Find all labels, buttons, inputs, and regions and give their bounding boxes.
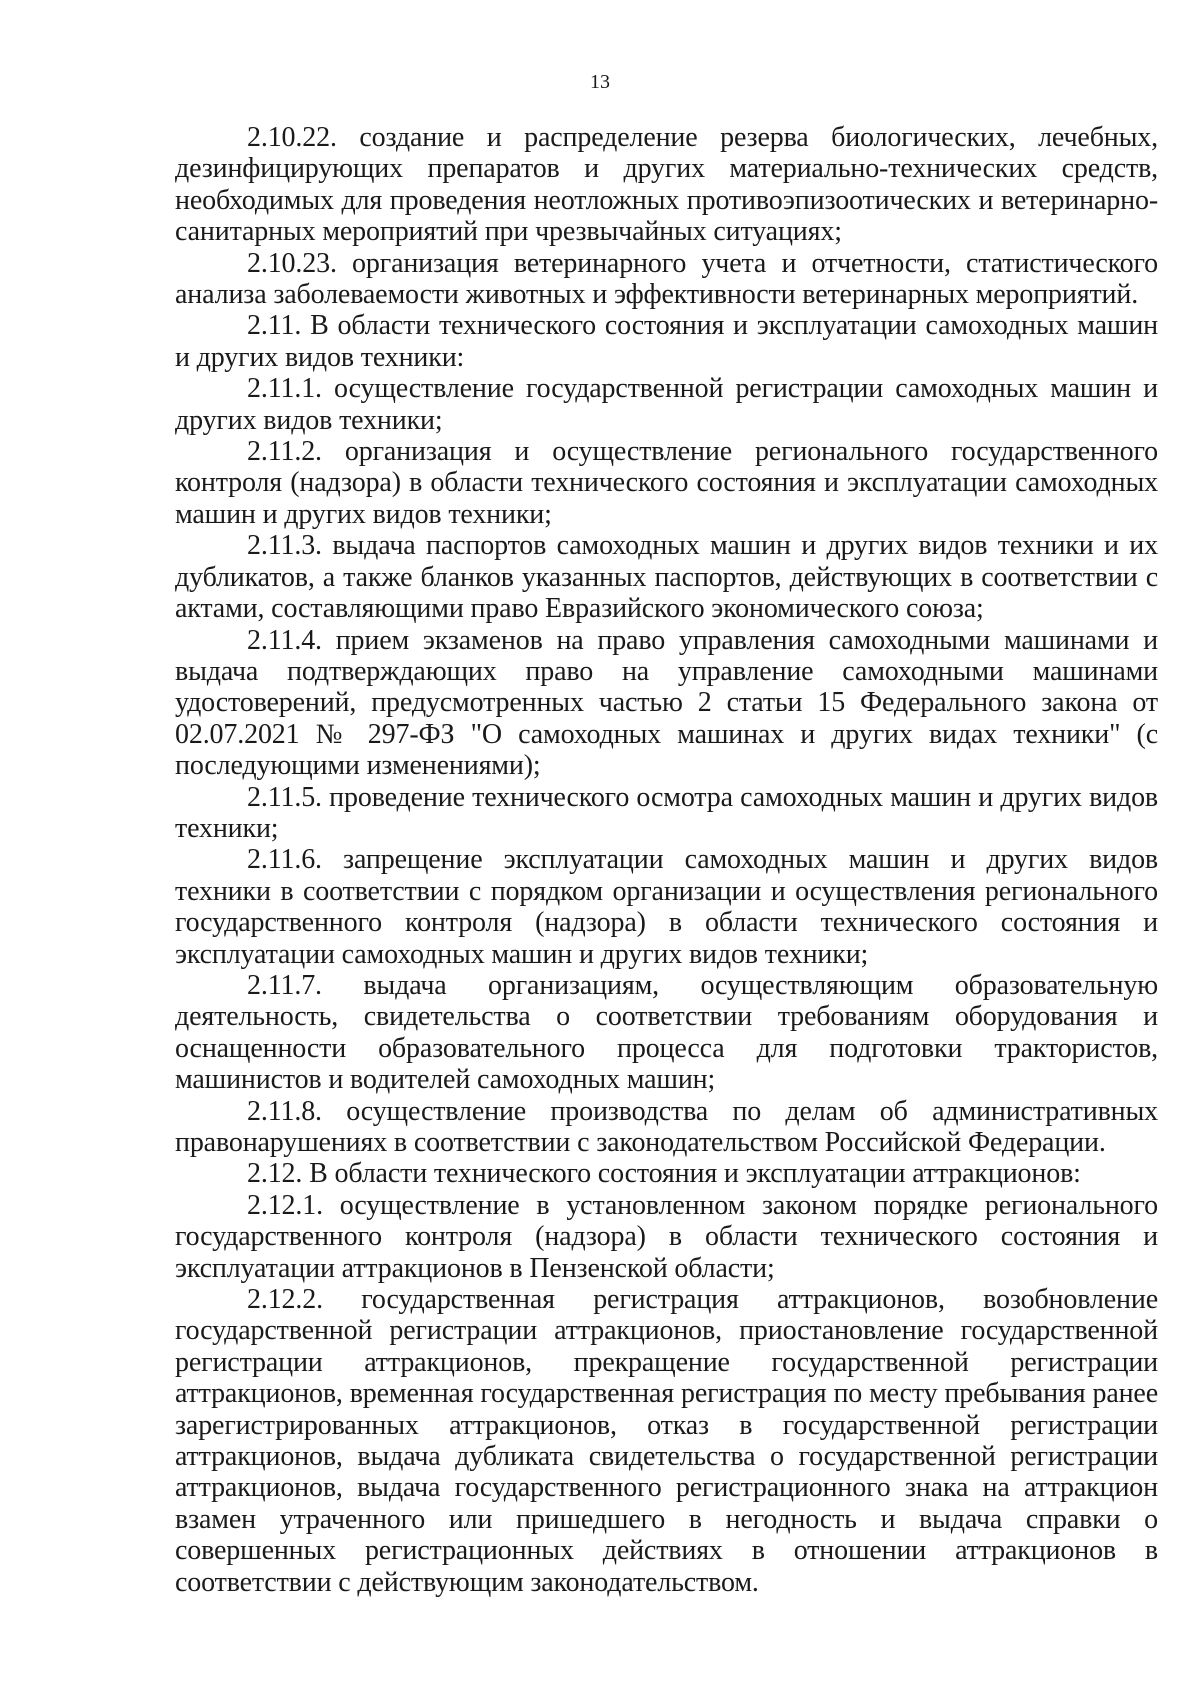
document-body (175, 122, 1158, 1598)
paragraph-2-11-6: 2.11.6. запрещение эксплуатации самоходных машин и других видов техники в соответствии с порядком организации и осуществления регионального государственного контроля (надзора) в области технического состояния и эксплуатации самоходных машин и других видов техники; (175, 844, 1158, 970)
page-number: 13 (590, 71, 610, 93)
paragraph-2-12-1: 2.12.1. осуществление в установленном законом порядке регионального государственного контроля (надзора) в области технического состояния и эксплуатации аттракционов в Пензенской области; (175, 1189, 1158, 1284)
paragraph-2-12: 2.12. В области технического состояния и эксплуатации аттракционов: (247, 1158, 1081, 1190)
paragraph-2-11: 2.11. В области технического состояния и эксплуатации самоходных машин и других видов техники: (175, 310, 1158, 373)
paragraph-2-11-7: 2.11.7. выдача организациям, осуществляющим образовательную деятельность, свидетельства о соответствии требованиям оборудования и оснащенности образовательного процесса для подготовки трактористов, машинистов и водителей самоходных машин; (175, 969, 1158, 1096)
paragraph-2-11-1: 2.11.1. осуществление государственной регистрации самоходных машин и других видов техники; (175, 373, 1158, 436)
paragraph-2-11-2: 2.11.2. организация и осуществление регионального государственного контроля (надзора) в области технического состояния и эксплуатации самоходных машин и других видов техники; (175, 436, 1158, 530)
paragraph-2-11-8: 2.11.8. осуществление производства по делам об административных правонарушениях в соответствии с законодательством Российской Федерации. (175, 1095, 1158, 1158)
paragraph-2-12-2: 2.12.2. государственная регистрация аттракционов, возобновление государственной регистрации аттракционов, приостановление государственной регистрации аттракционов, прекращение государственной регистрации аттракционов, временная государственная регистрация по месту пребывания ранее зарегистрированных аттракционов, отказ в государственной регистрации аттракционов, выдача дубликата свидетельства о государственной регистрации аттракционов, выдача государственного регистрационного знака на аттракцион взамен утраченного или пришедшего в негодность и выдача справки о совершенных регистрационных действиях в отношении аттракционов в соответствии с действующим законодательством. (175, 1284, 1158, 1598)
paragraph-2-11-3: 2.11.3. выдача паспортов самоходных машин и других видов техники и их дубликатов, а также бланков указанных паспортов, действующих в соответствии с актами, составляющими право Евразийского экономического союза; (175, 530, 1158, 625)
paragraph-2-10-23: 2.10.23. организация ветеринарного учета и отчетности, статистического анализа заболеваемости животных и эффективности ветеринарных мероприятий. (175, 247, 1158, 311)
paragraph-2-11-4: 2.11.4. прием экзаменов на право управления самоходными машинами и выдача подтверждающих право на управление самоходными машинами удостоверений, предусмотренных частью 2 статьи 15 Федерального закона от 02.07.2021 № 297-ФЗ "О самоходных машинах и других видах техники" (с последующими изменениями); (175, 624, 1158, 782)
paragraph-2-10-22: 2.10.22. создание и распределение резерва биологических, лечебных, дезинфицирующих препаратов и других материально-технических средств, необходимых для проведения неотложных противоэпизоотических и ветеринарно-санитарных мероприятий при чрезвычайных ситуациях; (175, 122, 1158, 248)
paragraph-2-11-5: 2.11.5. проведение технического осмотра самоходных машин и других видов техники; (175, 781, 1158, 844)
